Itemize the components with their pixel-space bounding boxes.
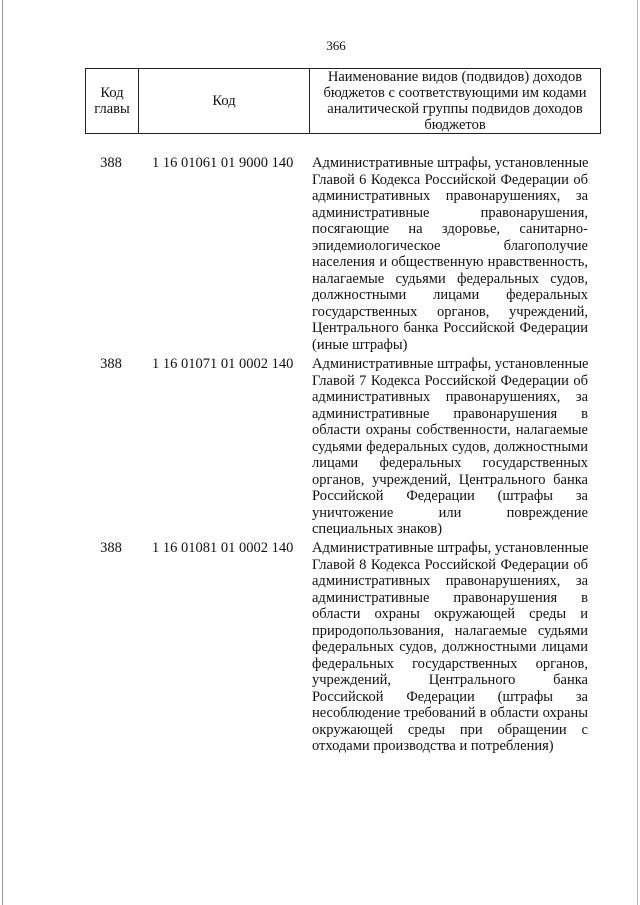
description-line: административных правонарушениях, за xyxy=(312,389,588,405)
description-line: отходами производства и потребления) xyxy=(312,738,554,754)
description-line: посягающие на здоровье, санитарно- xyxy=(312,221,588,237)
header-kod: Код xyxy=(139,69,310,134)
description-line: специальных знаков) xyxy=(312,521,443,537)
description-line: Российской Федерации (штрафы за xyxy=(312,488,588,504)
description-line: государственных органов, учреждений, xyxy=(312,303,588,320)
row-glava: 388 xyxy=(100,540,122,556)
description-line: природопользования, налагаемые судьями xyxy=(312,622,588,639)
description-line: уничтожение или повреждение xyxy=(312,504,588,521)
description-line: Главой 6 Кодекса Российской Федерации об xyxy=(312,171,588,188)
row-glava: 388 xyxy=(100,356,122,372)
row-kod: 1 16 01071 01 0002 140 xyxy=(152,356,294,372)
description-line: населения и общественную нравственность, xyxy=(312,254,588,270)
description-line: Главой 7 Кодекса Российской Федерации об xyxy=(312,372,588,389)
description-line: административные правонарушения в xyxy=(312,405,588,422)
description-line: административные правонарушения в xyxy=(312,589,588,606)
description-line: административных правонарушениях, за xyxy=(312,188,588,204)
row-kod: 1 16 01081 01 0002 140 xyxy=(152,540,294,556)
description-line: органов, учреждений, Центрального банка xyxy=(312,471,588,488)
description-line: Административные штрафы, установленные xyxy=(312,155,589,171)
description-line: Административные штрафы, установленные xyxy=(312,356,589,372)
description-line: учреждений, Центрального банка xyxy=(312,672,588,688)
header-kod-glavy: Код главы xyxy=(86,69,139,134)
description-line: области охраны окружающей среды и xyxy=(312,606,588,622)
description-line: налагаемые судьями федеральных судов, xyxy=(312,270,588,287)
description-line: административных правонарушениях, за xyxy=(312,573,588,589)
row-description xyxy=(312,356,588,538)
description-line: Административные штрафы, установленные xyxy=(312,540,589,556)
header-name: Наименование видов (подвидов) доходов бюджетов с соответствующими им кодами аналитической группы подвидов доходов бюджетов xyxy=(310,69,601,134)
description-line: федеральных государственных органов, xyxy=(312,655,588,672)
description-line: должностными лицами федеральных xyxy=(312,287,588,303)
description-line: административные правонарушения, xyxy=(312,204,588,221)
page-number: 366 xyxy=(326,38,346,53)
table-header xyxy=(85,68,601,134)
row-description xyxy=(312,540,588,755)
description-line: Главой 8 Кодекса Российской Федерации об xyxy=(312,556,588,573)
description-line: федеральных судов, должностными лицами xyxy=(312,639,588,655)
row-description xyxy=(312,155,588,353)
description-line: области охраны собственности, налагаемые xyxy=(312,422,588,438)
description-line: эпидемиологическое благополучие xyxy=(312,237,588,254)
description-line: (иные штрафы) xyxy=(312,336,408,353)
description-line: несоблюдение требований в области охраны xyxy=(312,705,588,721)
row-glava: 388 xyxy=(100,155,122,171)
description-line: Российской Федерации (штрафы за xyxy=(312,688,588,705)
description-line: лицами федеральных государственных xyxy=(312,455,588,471)
row-kod: 1 16 01061 01 9000 140 xyxy=(152,155,294,171)
description-line: окружающей среды при обращении с xyxy=(312,721,588,738)
description-line: Центрального банка Российской Федерации xyxy=(312,320,588,336)
description-line: судьями федеральных судов, должностными xyxy=(312,438,588,455)
